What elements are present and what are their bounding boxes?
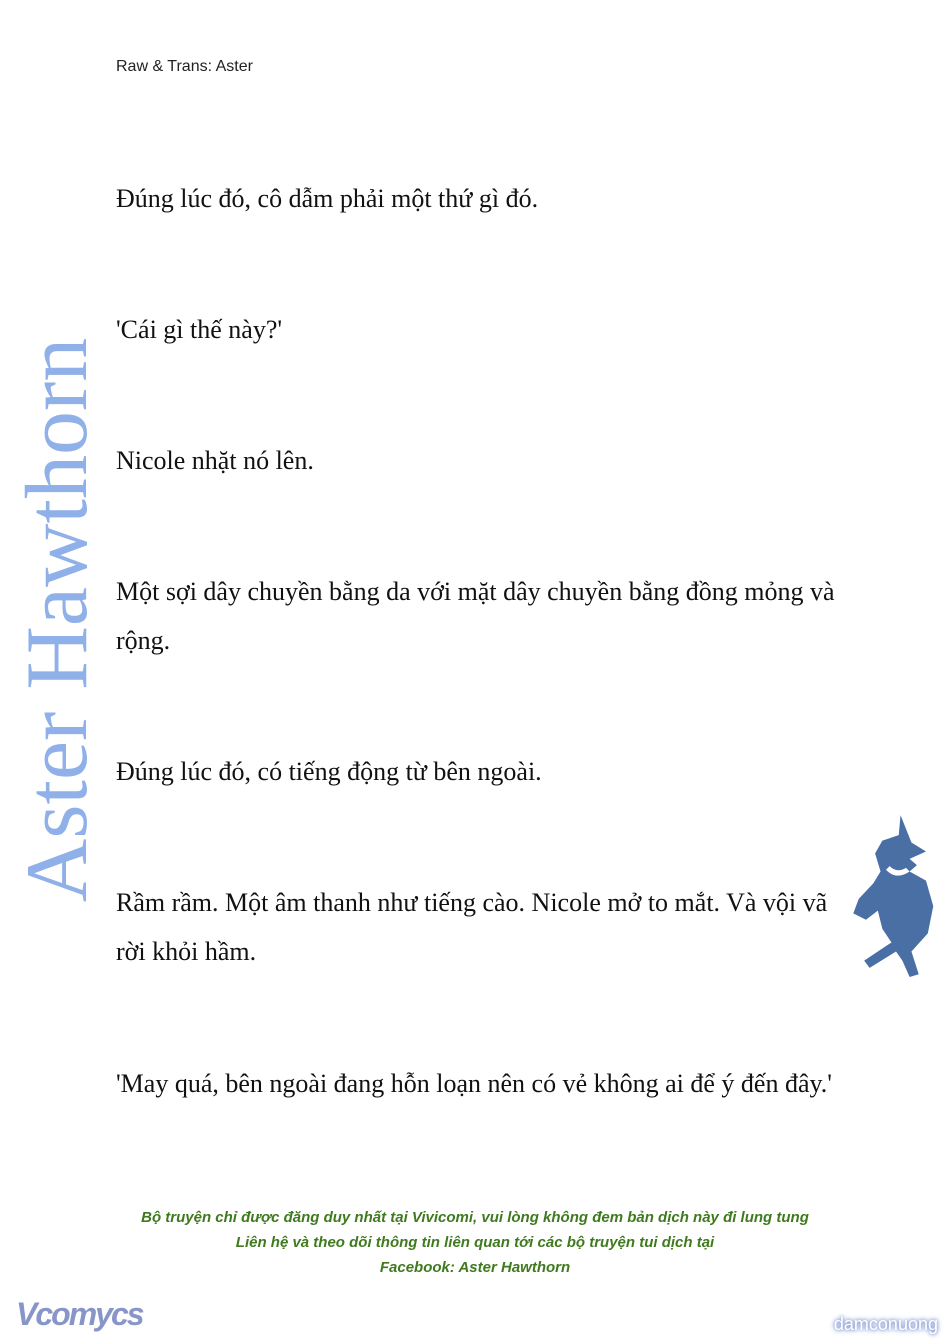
watermark-text: Aster Hawthorn: [9, 337, 106, 903]
footer-facebook: Facebook: Aster Hawthorn: [379, 1259, 571, 1276]
footer-contact: Liên hệ và theo dõi thông tin liên quan tới các bộ truyện tui dịch tại: [235, 1234, 715, 1251]
paragraph: Đúng lúc đó, cô dẫm phải một thứ gì đó.: [116, 184, 539, 213]
paragraph: Một sợi dây chuyền bằng da với mặt dây chuyền bằng đồng mỏng và rộng.: [116, 577, 835, 655]
damconuong-logo: damconuong: [833, 1314, 938, 1334]
cat-silhouette-icon: [846, 812, 946, 982]
vcomycs-logo: Vcomycs: [16, 1296, 143, 1332]
footer-notice: Bộ truyện chỉ được đăng duy nhất tại Vivicomi, vui lòng không đem bản dịch này đi lung tung: [141, 1209, 809, 1226]
paragraph: Đúng lúc đó, có tiếng động từ bên ngoài.: [116, 757, 542, 786]
paragraph: 'May quá, bên ngoài đang hỗn loạn nên có vẻ không ai để ý đến đây.': [116, 1069, 832, 1098]
paragraph: Rầm rầm. Một âm thanh như tiếng cào. Nicole mở to mắt. Và vội vã rời khỏi hầm.: [116, 888, 828, 966]
paragraph: 'Cái gì thế này?': [116, 315, 283, 344]
paragraph: Nicole nhặt nó lên.: [116, 446, 314, 475]
page-header: Raw & Trans: Aster: [116, 58, 253, 75]
